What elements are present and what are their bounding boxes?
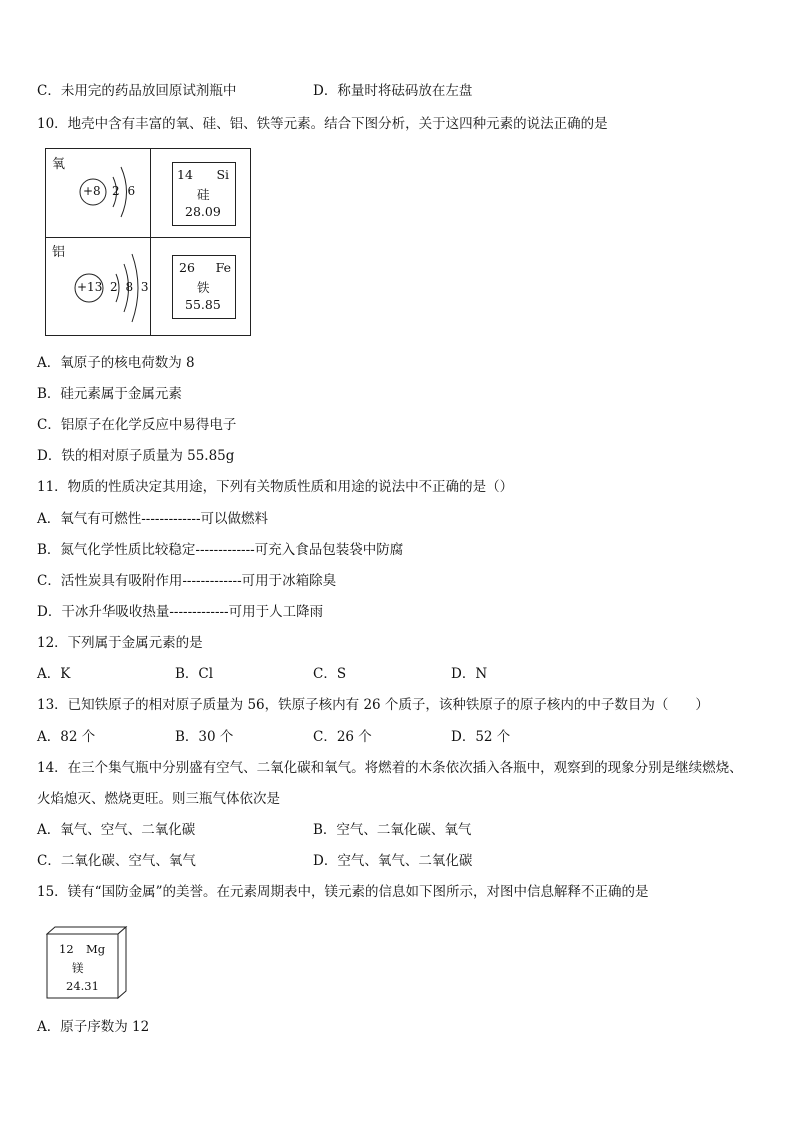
iron-element-box	[172, 255, 236, 319]
q13-option-b: B．30 个	[175, 729, 234, 745]
silicon-mass: 28.09	[185, 204, 221, 219]
iron-symbol: Fe	[215, 260, 231, 275]
q14-stem-line2: 火焰熄灭、燃烧更旺。则三瓶气体依次是	[37, 791, 280, 807]
q13-option-a: A．82 个	[37, 729, 96, 745]
aluminum-shells: 2 8 3	[110, 280, 149, 294]
mg-mass: 24.31	[66, 979, 99, 993]
q9-option-c: C．未用完的药品放回原试剂瓶中	[37, 83, 237, 99]
q15-option-a: A．原子序数为 12	[37, 1019, 150, 1035]
iron-number: 26	[179, 260, 195, 275]
q11-stem: 11．物质的性质决定其用途，下列有关物质性质和用途的说法中不正确的是（）	[37, 479, 514, 495]
mg-name: 镁	[72, 961, 84, 975]
oxygen-shells: 2 6	[112, 184, 136, 198]
oxygen-nucleus: +8	[83, 184, 101, 198]
q11-option-a: A．氧气有可燃性-------------可以做燃料	[37, 511, 269, 527]
q12-stem: 12．下列属于金属元素的是	[37, 635, 203, 651]
q14-option-b: B．空气、二氧化碳、氧气	[313, 822, 472, 838]
q12-option-b: B．Cl	[175, 666, 214, 682]
silicon-number: 14	[177, 167, 193, 182]
silicon-element-box	[172, 162, 236, 226]
q11-option-d: D．干冰升华吸收热量-------------可用于人工降雨	[37, 604, 324, 620]
aluminum-label: 铝	[52, 245, 66, 260]
aluminum-nucleus: +13	[77, 280, 103, 294]
q15-stem: 15．镁有“国防金属”的美誉。在元素周期表中，镁元素的信息如下图所示，对图中信息解释不正确的是	[37, 884, 649, 900]
q12-option-c: C．S	[313, 666, 347, 682]
q11-option-c: C．活性炭具有吸附作用-------------可用于冰箱除臭	[37, 573, 337, 589]
iron-mass: 55.85	[185, 297, 221, 312]
q11-option-b: B．氮气化学性质比较稳定-------------可充入食品包装袋中防腐	[37, 542, 404, 558]
iron-name: 铁	[197, 280, 210, 295]
q10-option-b: B．硅元素属于金属元素	[37, 386, 182, 402]
q14-stem-line1: 14．在三个集气瓶中分别盛有空气、二氧化碳和氧气。将燃着的木条依次插入各瓶中，观察到的现象分别是继续燃烧、	[37, 760, 743, 776]
q10-option-d: D．铁的相对原子质量为 55.85g	[37, 448, 235, 464]
mg-symbol: Mg	[86, 942, 106, 956]
q14-option-d: D．空气、氧气、二氧化碳	[313, 853, 473, 869]
q10-option-c: C．铝原子在化学反应中易得电子	[37, 417, 237, 433]
q9-option-d: D．称量时将砝码放在左盘	[313, 83, 473, 99]
silicon-name: 硅	[197, 187, 210, 202]
oxygen-label: 氧	[52, 157, 66, 172]
q13-option-d: D．52 个	[451, 729, 511, 745]
q12-option-a: A．K	[37, 666, 71, 682]
q10-option-a: A．氧原子的核电荷数为 8	[37, 355, 195, 371]
q14-option-c: C．二氧化碳、空气、氧气	[37, 853, 196, 869]
q14-option-a: A．氧气、空气、二氧化碳	[37, 822, 196, 838]
q12-option-d: D．N	[451, 666, 488, 682]
q10-figure	[45, 148, 251, 336]
q13-option-c: C．26 个	[313, 729, 372, 745]
q13-stem: 13．已知铁原子的相对原子质量为 56，铁原子核内有 26 个质子，该种铁原子的原子核内的中子数目为（ ）	[37, 697, 709, 713]
silicon-symbol: Si	[216, 167, 229, 182]
q10-stem: 10．地壳中含有丰富的氧、硅、铝、铁等元素。结合下图分析，关于这四种元素的说法正确的是	[37, 116, 608, 132]
mg-number: 12	[59, 942, 74, 956]
